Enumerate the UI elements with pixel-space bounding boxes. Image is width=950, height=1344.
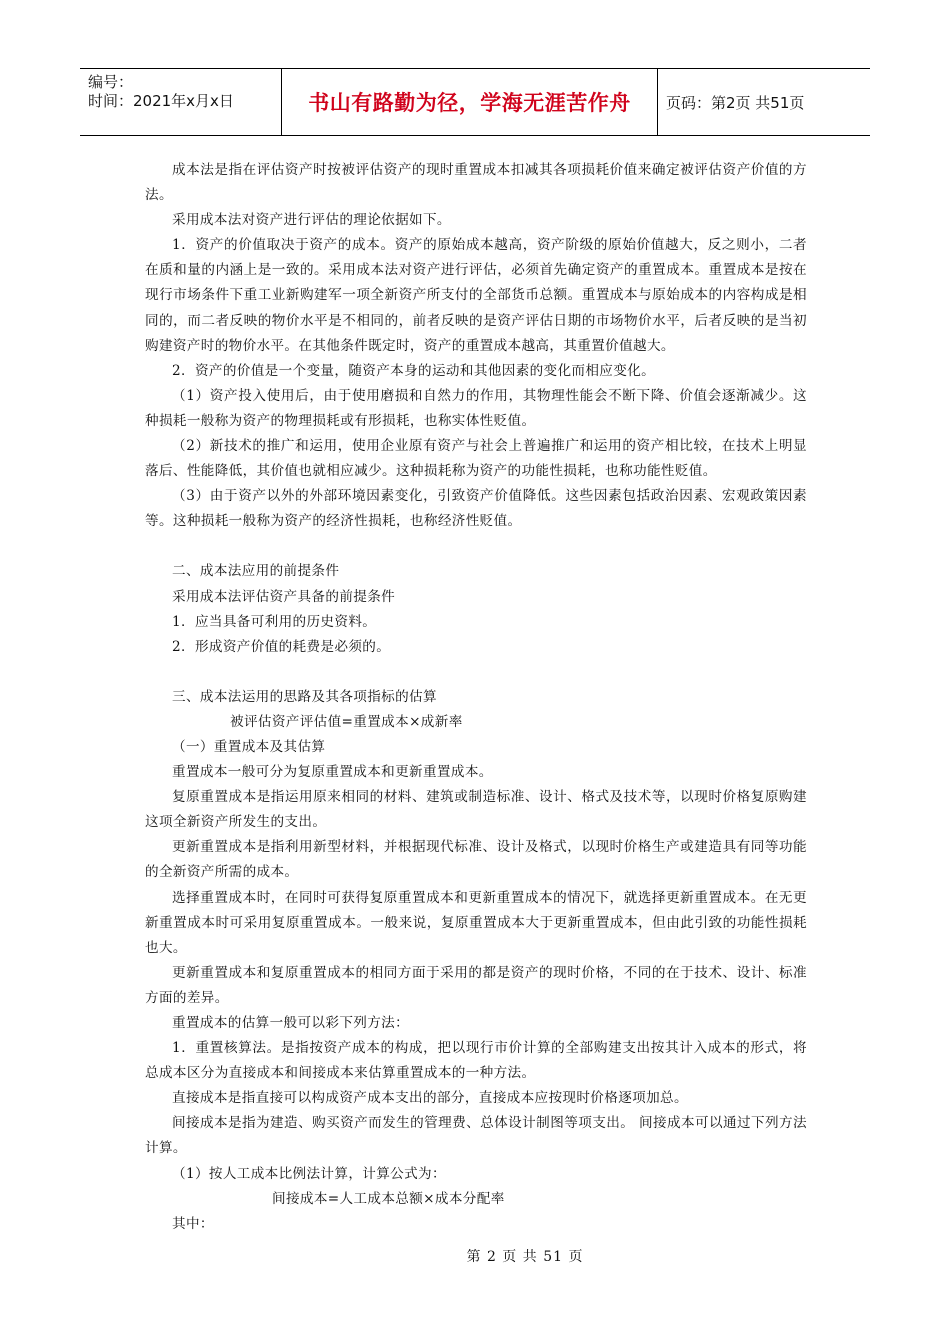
paragraph: （2）新技术的推广和运用，使用企业原有资产与社会上普遍推广和运用的资产相比较，在技术上明显落后、性能降低，其价值也就相应减少。这种损耗称为资产的功能性损耗，也称功能性贬值。 [145,438,807,480]
paragraph: 1．重置核算法。是指按资产成本的构成，把以现行市价计算的全部购建支出按其计入成本的形式，将总成本区分为直接成本和间接成本来估算重置成本的一种方法。 [145,1040,807,1082]
list-item: 1．应当具备可利用的历史资料。 [172,613,377,630]
header-meta [80,69,282,135]
paragraph: 更新重置成本是指利用新型材料，并根据现代标准、设计及格式，以现时价格生产或建造具有同等功能的全新资产所需的成本。 [145,839,807,881]
paragraph: （3）由于资产以外的外部环境因素变化，引致资产价值降低。这些因素包括政治因素、宏观政策因素等。这种损耗一般称为资产的经济性损耗，也称经济性贬值。 [145,488,807,530]
document-number-label: 编号： [88,73,134,91]
paragraph: （1）资产投入使用后，由于使用磨损和自然力的作用，其物理性能会不断下降、价值会逐渐减少。这种损耗一般称为资产的物理损耗或有形损耗，也称实体性贬值。 [145,387,807,429]
paragraph: 采用成本法评估资产具备的前提条件 [172,588,396,605]
section-heading: 三、成本法运用的思路及其各项指标的估算 [172,688,437,705]
document-date-label: 时间：2021年x月x日 [88,92,234,110]
paragraph: （1）按人工成本比例法计算，计算公式为： [172,1165,446,1182]
paragraph: 成本法是指在评估资产时按被评估资产的现时重置成本扣减其各项损耗价值来确定被评估资产价值的方法。 [145,162,807,204]
paragraph: 间接成本是指为建造、购买资产而发生的管理费、总体设计制图等项支出。 间接成本可以通过下列方法计算。 [145,1115,807,1157]
document-body [145,158,807,1237]
paragraph: 复原重置成本是指运用原来相同的材料、建筑或制造标准、设计、格式及技术等，以现时价格复原购建这项全新资产所发生的支出。 [145,789,807,831]
section-heading: 二、成本法应用的前提条件 [172,563,340,580]
paragraph: 直接成本是指直接可以构成资产成本支出的部分，直接成本应按现时价格逐项加总。 [172,1090,688,1107]
paragraph: 其中： [172,1215,214,1232]
spacer [145,660,807,685]
paragraph: 重置成本一般可分为复原重置成本和更新重置成本。 [172,764,493,781]
paragraph: 更新重置成本和复原重置成本的相同方面于采用的都是资产的现时价格，不同的在于技术、设计、标准方面的差异。 [145,964,807,1006]
list-item: 2．形成资产价值的耗费是必须的。 [172,638,391,655]
header-motto: 书山有路勤为径，学海无涯苦作舟 [282,69,658,135]
formula: 间接成本=人工成本总额×成本分配率 [272,1190,505,1207]
paragraph: 选择重置成本时，在同时可获得复原重置成本和更新重置成本的情况下，就选择更新重置成本。在无更新重置成本时可采用复原重置成本。一般来说，复原重置成本大于更新重置成本，但由此引致的功能性损耗也大。 [145,889,807,956]
page-footer: 第 2 页 共 51 页 [466,1249,584,1265]
subsection-heading: （一）重置成本及其估算 [172,738,326,755]
paragraph: 1．资产的价值取决于资产的成本。资产的原始成本越高，资产阶级的原始价值越大，反之则小，二者在质和量的内涵上是一致的。采用成本法对资产进行评估，必须首先确定资产的重置成本。重置成本是按在现行市场条件下重工业新购建军一项全新资产所支付的全部货币总额。重置成本与原始成本的内容构成是相同的，而二者反映的物价水平是不相同的，前者反映的是资产评估日期的市场物价水平，后者反映的是当初购建资产时的物价水平。在其他条件既定时，资产的重置成本越高，其重置价值越大。 [145,237,807,354]
paragraph: 采用成本法对资产进行评估的理论依据如下。 [172,212,451,229]
formula: 被评估资产评估值=重置成本×成新率 [230,713,463,730]
header-page-info: 页码：第2页 共51页 [666,93,805,112]
paragraph: 2．资产的价值是一个变量，随资产本身的运动和其他因素的变化而相应变化。 [172,362,656,379]
spacer [145,534,807,559]
paragraph: 重置成本的估算一般可以彩下列方法： [172,1015,410,1031]
page-header [80,68,870,136]
